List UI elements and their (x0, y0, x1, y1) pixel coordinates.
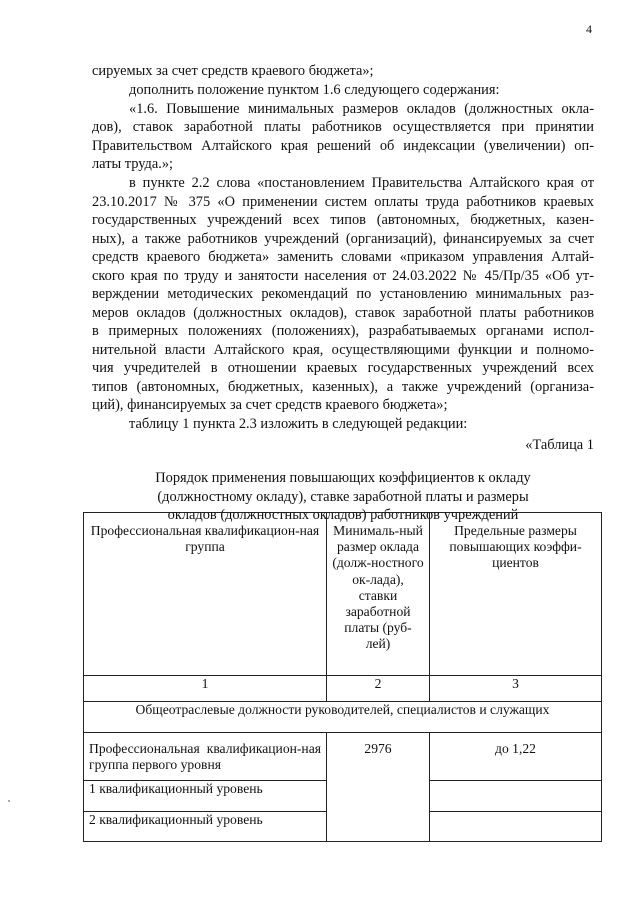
body-line: ных), а также работников учреждений (организаций), финансируемых за счет (92, 231, 594, 247)
header-coefficients: Предельные размеры повышающих коэффи-циентов (430, 513, 602, 676)
body-line: нительной власти Алтайского края, осуществляющими функции и полномо- (92, 342, 594, 358)
table-row (84, 733, 602, 781)
body-line: латы труда.»; (92, 156, 174, 172)
coef-cell (430, 781, 602, 812)
body-line: в пункте 2.2 слова «постановлением Правительства Алтайского края от (129, 175, 594, 191)
margin-mark (8, 800, 10, 802)
table-caption-line: (должностному окладу), ставке заработной платы и размеры (157, 489, 529, 505)
page-number: 4 (586, 22, 592, 36)
body-line: государственных учреждений всех типов (автономных, бюджетных, казен- (92, 212, 594, 228)
column-number: 3 (430, 676, 602, 702)
table-caption-line: Порядок применения повышающих коэффициентов к окладу (155, 470, 531, 486)
body-line: «1.6. Повышение минимальных размеров окладов (должностных окла- (129, 101, 594, 117)
table-label: «Таблица 1 (525, 437, 594, 453)
body-line: дов), ставок заработной платы работников осуществляется при принятии (92, 119, 594, 135)
body-line: таблицу 1 пункта 2.3 изложить в следующей редакции: (129, 416, 468, 432)
section-title: Общеотраслевые должности руководителей, специалистов и служащих (84, 702, 602, 733)
body-line: ций), финансируемых за счет средств краевого бюджета»; (92, 397, 448, 413)
body-line: ского края по труду и занятости населения от 24.03.2022 № 45/Пр/35 «Об ут- (92, 268, 594, 284)
column-number: 2 (327, 676, 430, 702)
body-line: чия учредителей в отношении краевых государственных учреждений всех (92, 360, 594, 376)
header-min-salary: Минималь-ный размер оклада (долж-ностного ок-лада), ставки заработной платы (руб-лей) (327, 513, 430, 676)
body-line: дополнить положение пунктом 1.6 следующего содержания: (129, 82, 500, 98)
salary-cell: 2976 (327, 733, 430, 842)
body-line: меров окладов (должностных окладов), ставок заработной платы работников (92, 305, 594, 321)
section-row (84, 702, 602, 733)
table-header-row (84, 513, 602, 676)
body-line: сируемых за счет средств краевого бюджета»; (92, 63, 374, 79)
table-caption-line: окладов (должностных окладов) работников учреждений (167, 507, 519, 523)
coef-cell: до 1,22 (430, 733, 602, 781)
body-line: Правительством Алтайского края решений об индексации (увеличении) оп- (92, 138, 594, 154)
body-line: типов (автономных, бюджетных, казенных), а также учреждений (организа- (92, 379, 594, 395)
group-cell: 2 квалификационный уровень (84, 812, 327, 842)
body-line: 23.10.2017 № 375 «О применении систем оплаты труда работников краевых (92, 194, 594, 210)
column-number: 1 (84, 676, 327, 702)
coefficients-table (83, 512, 602, 842)
coef-cell (430, 812, 602, 842)
body-line: средств краевого бюджета» заменить словами «приказом управления Алтай- (92, 249, 594, 265)
header-group: Профессиональная квалификацион-ная группа (84, 513, 327, 676)
group-cell: Профессиональная квалификацион-ная группа первого уровня (84, 733, 327, 781)
body-line: верждении методических рекомендаций по установлению минимальных раз- (92, 286, 594, 302)
body-line: в примерных положениях (положениях), разрабатываемых органами испол- (92, 323, 594, 339)
column-number-row (84, 676, 602, 702)
group-cell: 1 квалификационный уровень (84, 781, 327, 812)
